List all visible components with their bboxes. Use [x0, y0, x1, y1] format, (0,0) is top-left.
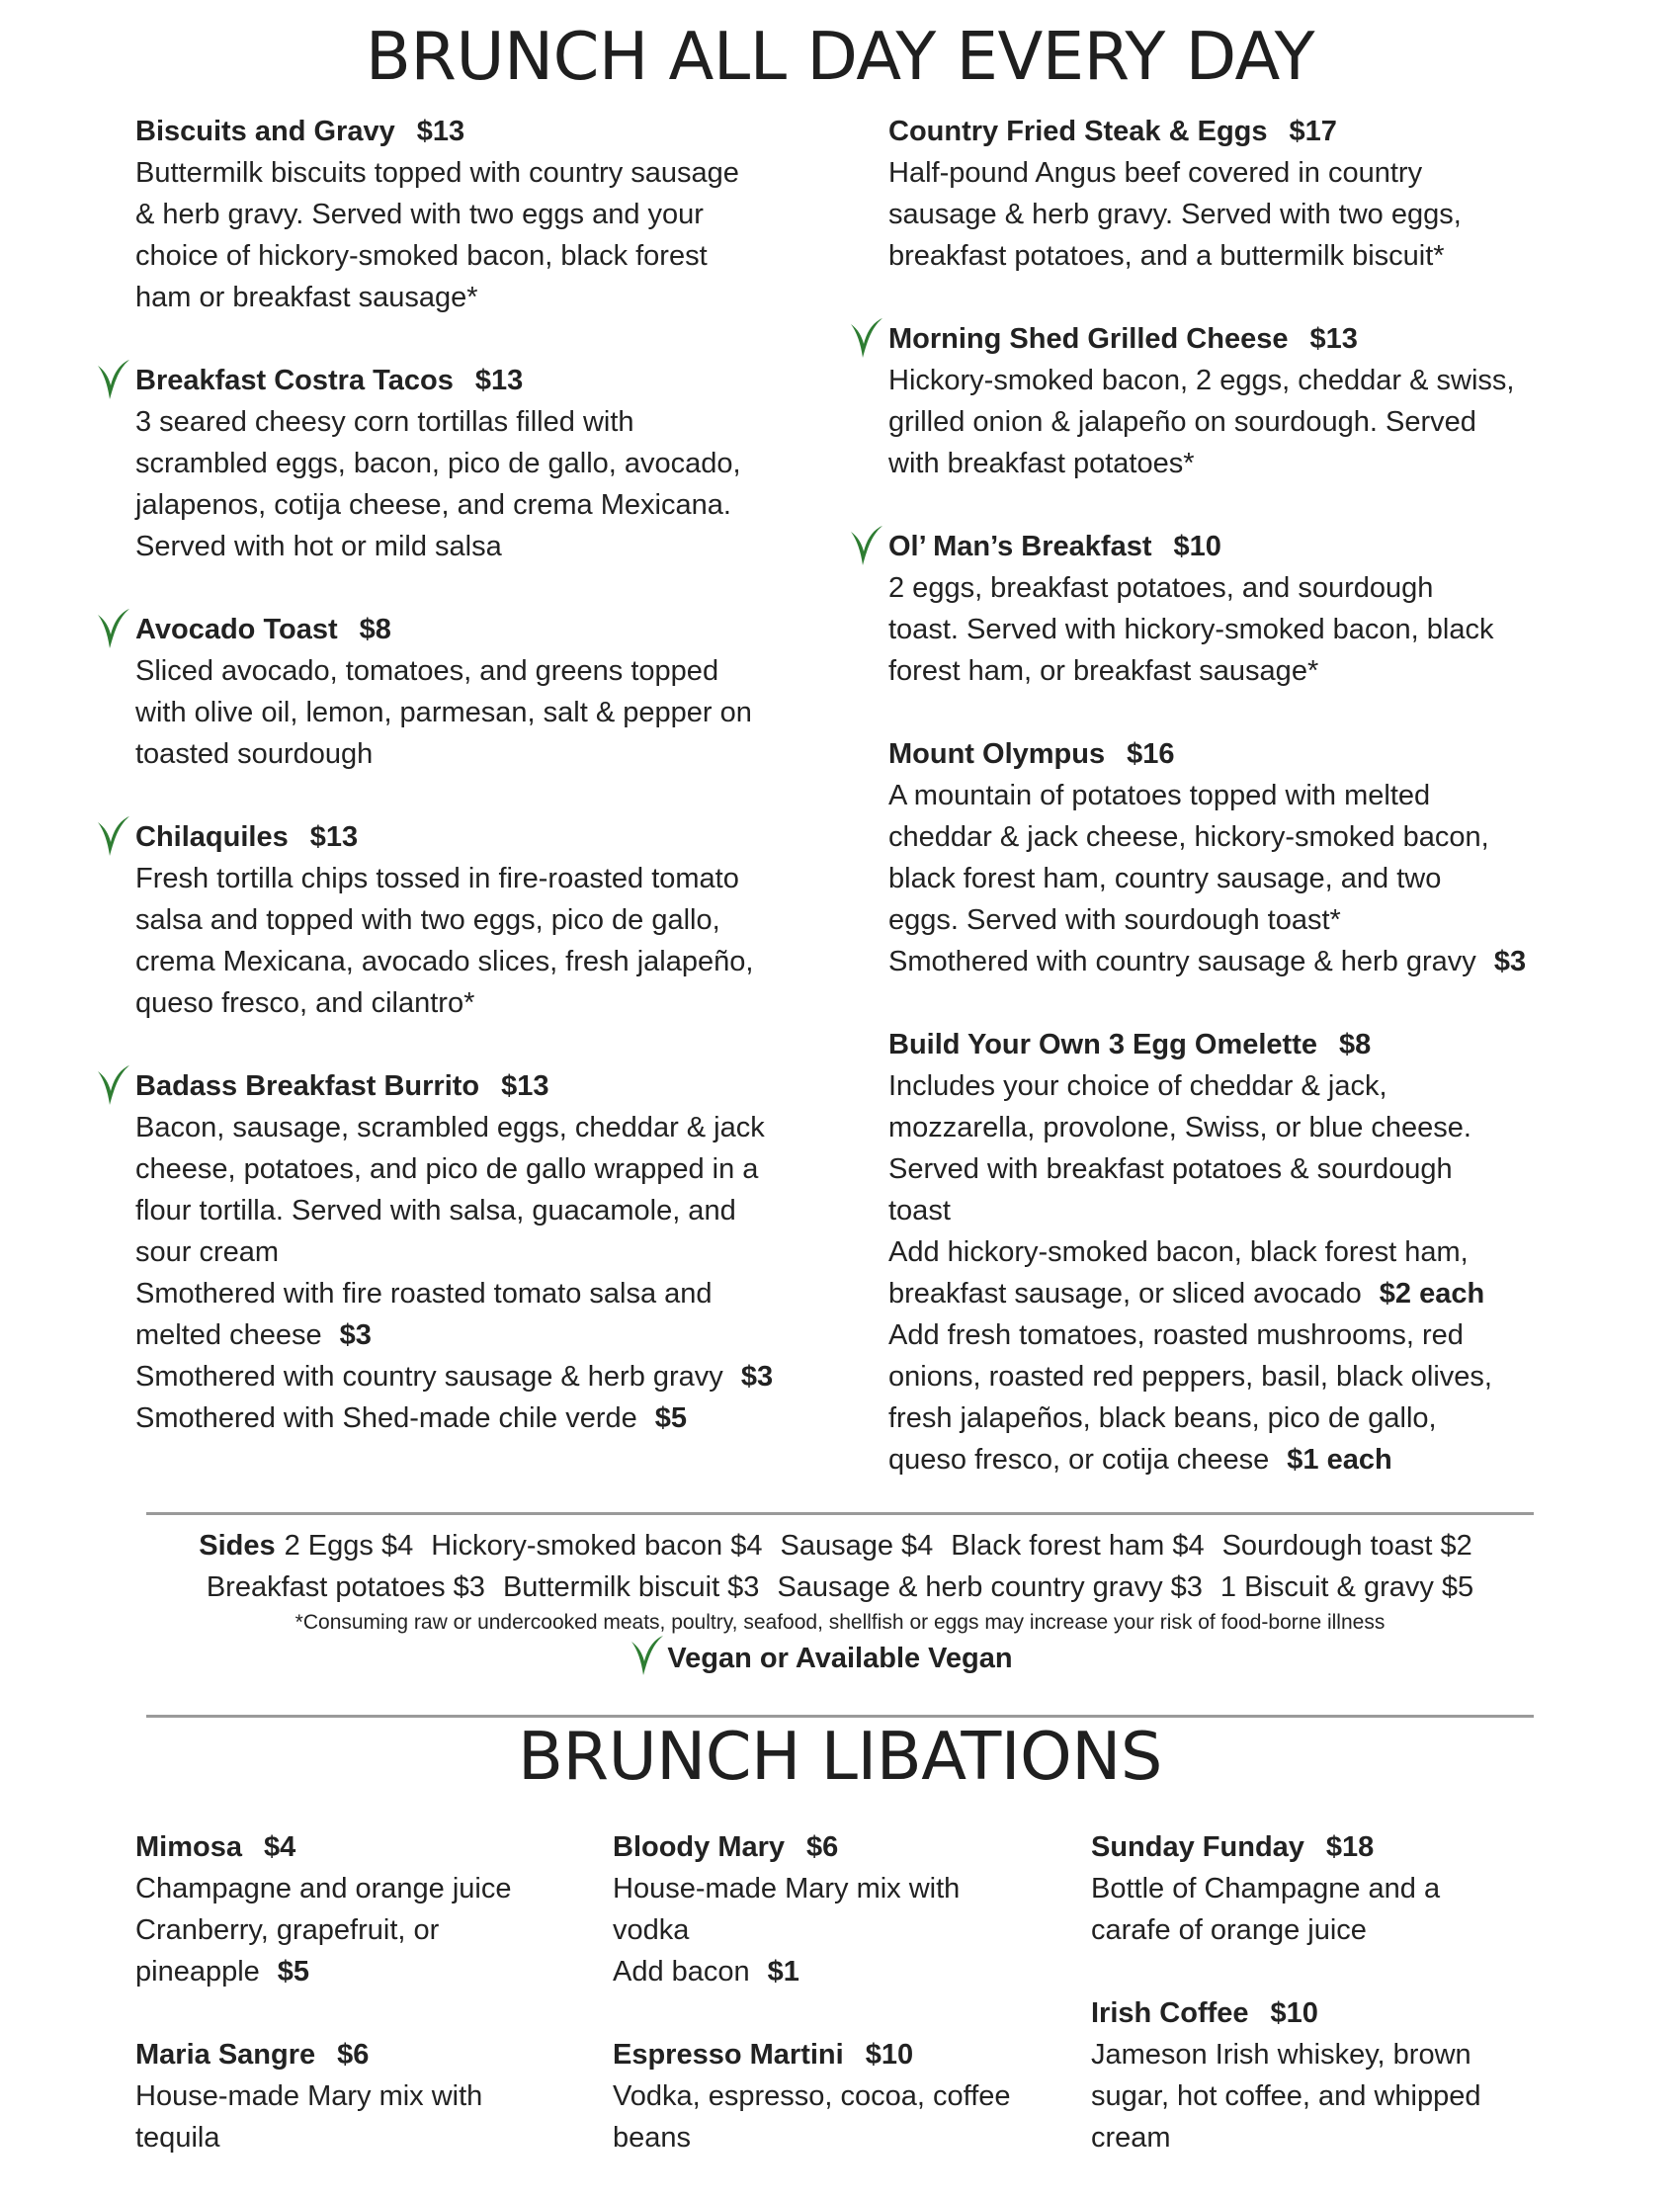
- item-name: Mount Olympus: [888, 738, 1106, 770]
- item-price: $13: [501, 1070, 549, 1102]
- item-description-line: queso fresco, and cilantro*: [135, 987, 475, 1019]
- menu-item: [1091, 1826, 1555, 1951]
- item-name: Irish Coffee: [1091, 1997, 1249, 2029]
- vegan-legend-label: Vegan or Available Vegan: [667, 1643, 1013, 1674]
- addon-price: $5: [277, 1956, 310, 1988]
- item-description-line: salsa and topped with two eggs, pico de gallo,: [135, 904, 720, 936]
- menu-item: [135, 609, 847, 775]
- item-description-line: Includes your choice of cheddar & jack,: [888, 1070, 1387, 1102]
- item-description-line: crema Mexicana, avocado slices, fresh jalapeño,: [135, 946, 754, 977]
- sides-row: [0, 1566, 1680, 1608]
- menu-item: [1091, 1992, 1555, 2158]
- leaf-icon: [847, 522, 886, 569]
- libations-column: [135, 1826, 600, 2200]
- addon-text: melted cheese: [135, 1319, 322, 1351]
- item-addon: [888, 941, 1600, 982]
- side-item: Breakfast potatoes $3: [206, 1571, 485, 1603]
- item-price: $17: [1289, 116, 1337, 147]
- item-description-line: black forest ham, country sausage, and two: [888, 863, 1442, 894]
- addon-price: $1 each: [1287, 1444, 1392, 1476]
- item-name: Bloody Mary: [613, 1831, 786, 1863]
- item-description-line: Smothered with fire roasted tomato salsa and: [135, 1278, 713, 1310]
- sides-section: [0, 1525, 1680, 1679]
- item-price: $6: [337, 2039, 370, 2071]
- menu-column-right: [888, 111, 1600, 1522]
- item-price: $18: [1325, 1831, 1375, 1863]
- item-price: $8: [1338, 1029, 1372, 1060]
- item-name: Mimosa: [135, 1831, 242, 1863]
- item-heading: [135, 1065, 847, 1107]
- side-item: Buttermilk biscuit $3: [502, 1571, 760, 1603]
- menu-item: [135, 360, 847, 567]
- item-addon: [135, 1314, 847, 1356]
- item-description-line: Champagne and orange juice: [135, 1873, 512, 1904]
- item-description-line: mozzarella, provolone, Swiss, or blue cheese.: [888, 1112, 1471, 1143]
- menu-item: [135, 111, 847, 318]
- item-description-line: House-made Mary mix with: [613, 1873, 961, 1904]
- item-name: Avocado Toast: [135, 614, 338, 645]
- addon-text: Smothered with Shed-made chile verde: [135, 1402, 637, 1434]
- item-description-line: eggs. Served with sourdough toast*: [888, 904, 1341, 936]
- item-addon: [135, 1356, 847, 1397]
- menu-item: [613, 2034, 1077, 2158]
- item-name: Build Your Own 3 Egg Omelette: [888, 1029, 1317, 1060]
- addon-price: $3: [740, 1361, 774, 1393]
- item-description-line: & herb gravy. Served with two eggs and your: [135, 199, 704, 230]
- item-description-line: House-made Mary mix with: [135, 2080, 483, 2112]
- menu-item: [888, 111, 1600, 277]
- item-name: Chilaquiles: [135, 821, 289, 853]
- leaf-icon: [94, 812, 133, 860]
- item-name: Ol’ Man’s Breakfast: [888, 531, 1152, 562]
- menu-column-left: [135, 111, 847, 1481]
- item-price: $13: [416, 116, 465, 147]
- libations-column: [613, 1826, 1077, 2200]
- menu-item: [135, 1065, 847, 1439]
- leaf-icon: [94, 1061, 133, 1109]
- addon-price: $3: [339, 1319, 372, 1351]
- item-price: $16: [1127, 738, 1175, 770]
- item-description-line: Buttermilk biscuits topped with country sausage: [135, 157, 739, 189]
- item-description-line: A mountain of potatoes topped with melted: [888, 780, 1431, 811]
- item-description-line: with breakfast potatoes*: [888, 448, 1195, 479]
- item-price: $13: [309, 821, 359, 853]
- item-name: Sunday Funday: [1091, 1831, 1304, 1863]
- item-heading: [135, 1826, 600, 1868]
- item-price: $4: [263, 1831, 296, 1863]
- addon-text: Smothered with country sausage & herb gravy: [135, 1361, 723, 1393]
- item-description-line: jalapenos, cotija cheese, and crema Mexicana.: [135, 489, 731, 521]
- menu-item: [135, 816, 847, 1024]
- item-price: $13: [474, 365, 524, 396]
- section-title: BRUNCH LIBATIONS: [518, 1718, 1162, 1795]
- item-description-line: Half-pound Angus beef covered in country: [888, 157, 1423, 189]
- item-description-line: cheese, potatoes, and pico de gallo wrapped in a: [135, 1153, 759, 1185]
- item-name: Badass Breakfast Burrito: [135, 1070, 480, 1102]
- item-heading: [888, 111, 1600, 152]
- item-description-line: sugar, hot coffee, and whipped: [1091, 2080, 1481, 2112]
- item-heading: [888, 733, 1600, 775]
- leaf-icon: [94, 605, 133, 652]
- food-safety-warning: *Consuming raw or undercooked meats, poultry, seafood, shellfish or eggs may increase your risk of food-borne illness: [294, 1611, 1386, 1634]
- addon-text: onions, roasted red peppers, basil, black olives,: [888, 1361, 1492, 1393]
- item-heading: [135, 111, 847, 152]
- addon-text: Add fresh tomatoes, roasted mushrooms, red: [888, 1319, 1464, 1351]
- item-description-line: grilled onion & jalapeño on sourdough. Served: [888, 406, 1476, 438]
- item-heading: [1091, 1992, 1555, 2034]
- page-title: BRUNCH ALL DAY EVERY DAY: [365, 18, 1315, 95]
- item-description-line: Hickory-smoked bacon, 2 eggs, cheddar & swiss,: [888, 365, 1515, 396]
- leaf-icon: [628, 1632, 667, 1679]
- item-description-line: toasted sourdough: [135, 738, 374, 770]
- item-description-line: cheddar & jack cheese, hickory-smoked bacon,: [888, 821, 1489, 853]
- item-addon: [888, 1273, 1600, 1314]
- item-name: Biscuits and Gravy: [135, 116, 395, 147]
- item-addon: [135, 1397, 847, 1439]
- item-description-line: forest ham, or breakfast sausage*: [888, 655, 1319, 687]
- item-name: Breakfast Costra Tacos: [135, 365, 454, 396]
- item-heading: [135, 2034, 600, 2075]
- item-description-line: Add hickory-smoked bacon, black forest ham,: [888, 1236, 1469, 1268]
- leaf-icon: [847, 314, 886, 362]
- menu-item: [888, 733, 1600, 982]
- item-description-line: Fresh tortilla chips tossed in fire-roasted tomato: [135, 863, 739, 894]
- item-description-line: vodka: [613, 1914, 690, 1946]
- libations-column: [1091, 1826, 1555, 2200]
- item-heading: [613, 2034, 1077, 2075]
- addon-text: Smothered with country sausage & herb gravy: [888, 946, 1476, 977]
- addon-text: queso fresco, or cotija cheese: [888, 1444, 1270, 1476]
- item-heading: [888, 526, 1600, 567]
- side-item: Hickory-smoked bacon $4: [431, 1530, 763, 1562]
- item-name: Espresso Martini: [613, 2039, 844, 2071]
- sides-label: Sides: [199, 1530, 276, 1562]
- item-description-line: tequila: [135, 2122, 220, 2154]
- item-description-line: Served with hot or mild salsa: [135, 531, 502, 562]
- vegan-legend: [667, 1638, 1012, 1679]
- item-price: $10: [1270, 1997, 1318, 2029]
- item-description-line: Bacon, sausage, scrambled eggs, cheddar & jack: [135, 1112, 765, 1143]
- item-heading: [1091, 1826, 1555, 1868]
- item-addon: [888, 1356, 1600, 1397]
- addon-price: $3: [1493, 946, 1527, 977]
- item-description-line: scrambled eggs, bacon, pico de gallo, avocado,: [135, 448, 741, 479]
- item-heading: [135, 360, 847, 401]
- item-description-line: Sliced avocado, tomatoes, and greens topped: [135, 655, 719, 687]
- menu-item: [135, 2034, 600, 2158]
- item-description-line: 2 eggs, breakfast potatoes, and sourdough: [888, 572, 1434, 604]
- item-description-line: toast. Served with hickory-smoked bacon, black: [888, 614, 1494, 645]
- item-heading: [613, 1826, 1077, 1868]
- item-price: $13: [1309, 323, 1358, 355]
- addon-text: Add bacon: [613, 1956, 750, 1988]
- item-description-line: toast: [888, 1195, 951, 1227]
- item-description-line: sausage & herb gravy. Served with two eggs,: [888, 199, 1462, 230]
- item-heading: [888, 1024, 1600, 1065]
- addon-price: $1: [767, 1956, 799, 1988]
- item-description-line: carafe of orange juice: [1091, 1914, 1367, 1946]
- menu-item: [613, 1826, 1077, 1992]
- item-description-line: breakfast potatoes, and a buttermilk biscuit*: [888, 240, 1445, 272]
- side-item: Sausage & herb country gravy $3: [777, 1571, 1203, 1603]
- item-description-line: choice of hickory-smoked bacon, black forest: [135, 240, 708, 272]
- item-description-line: Bottle of Champagne and a: [1091, 1873, 1441, 1904]
- item-addon: [888, 1439, 1600, 1481]
- divider: [146, 1512, 1534, 1515]
- addon-text: breakfast sausage, or sliced avocado: [888, 1278, 1362, 1310]
- item-addon: [613, 1951, 1077, 1992]
- side-item: 2 Eggs $4: [284, 1530, 414, 1562]
- menu-item: [888, 318, 1600, 484]
- side-item: Sourdough toast $2: [1221, 1530, 1472, 1562]
- item-description-line: Vodka, espresso, cocoa, coffee: [613, 2080, 1011, 2112]
- item-name: Morning Shed Grilled Cheese: [888, 323, 1289, 355]
- addon-price: $2 each: [1379, 1278, 1485, 1310]
- menu-item: [888, 1024, 1600, 1481]
- addon-text: pineapple: [135, 1956, 260, 1988]
- item-price: $6: [806, 1831, 839, 1863]
- side-item: Black forest ham $4: [951, 1530, 1205, 1562]
- item-description-line: sour cream: [135, 1236, 280, 1268]
- item-price: $8: [359, 614, 391, 645]
- item-addon: [888, 1397, 1600, 1439]
- item-heading: [135, 609, 847, 650]
- item-description-line: with olive oil, lemon, parmesan, salt & pepper on: [135, 697, 752, 728]
- item-description-line: beans: [613, 2122, 692, 2154]
- side-item: 1 Biscuit & gravy $5: [1219, 1571, 1474, 1603]
- item-description-line: Cranberry, grapefruit, or: [135, 1914, 440, 1946]
- item-price: $10: [1173, 531, 1221, 562]
- item-addon: [888, 1314, 1600, 1356]
- menu-item: [888, 526, 1600, 692]
- item-description-line: 3 seared cheesy corn tortillas filled with: [135, 406, 634, 438]
- item-name: Maria Sangre: [135, 2039, 316, 2071]
- leaf-icon: [94, 356, 133, 403]
- item-description-line: Jameson Irish whiskey, brown: [1091, 2039, 1471, 2071]
- addon-price: $5: [654, 1402, 688, 1434]
- item-description-line: ham or breakfast sausage*: [135, 282, 478, 313]
- item-heading: [888, 318, 1600, 360]
- addon-text: fresh jalapeños, black beans, pico de gallo,: [888, 1402, 1437, 1434]
- side-item: Sausage $4: [780, 1530, 934, 1562]
- item-price: $10: [865, 2039, 914, 2071]
- item-description-line: cream: [1091, 2122, 1171, 2154]
- menu-item: [135, 1826, 600, 1992]
- item-name: Country Fried Steak & Eggs: [888, 116, 1268, 147]
- item-addon: [135, 1951, 600, 1992]
- sides-row: [0, 1525, 1680, 1566]
- item-heading: [135, 816, 847, 858]
- item-description-line: flour tortilla. Served with salsa, guacamole, and: [135, 1195, 736, 1227]
- item-description-line: Served with breakfast potatoes & sourdough: [888, 1153, 1453, 1185]
